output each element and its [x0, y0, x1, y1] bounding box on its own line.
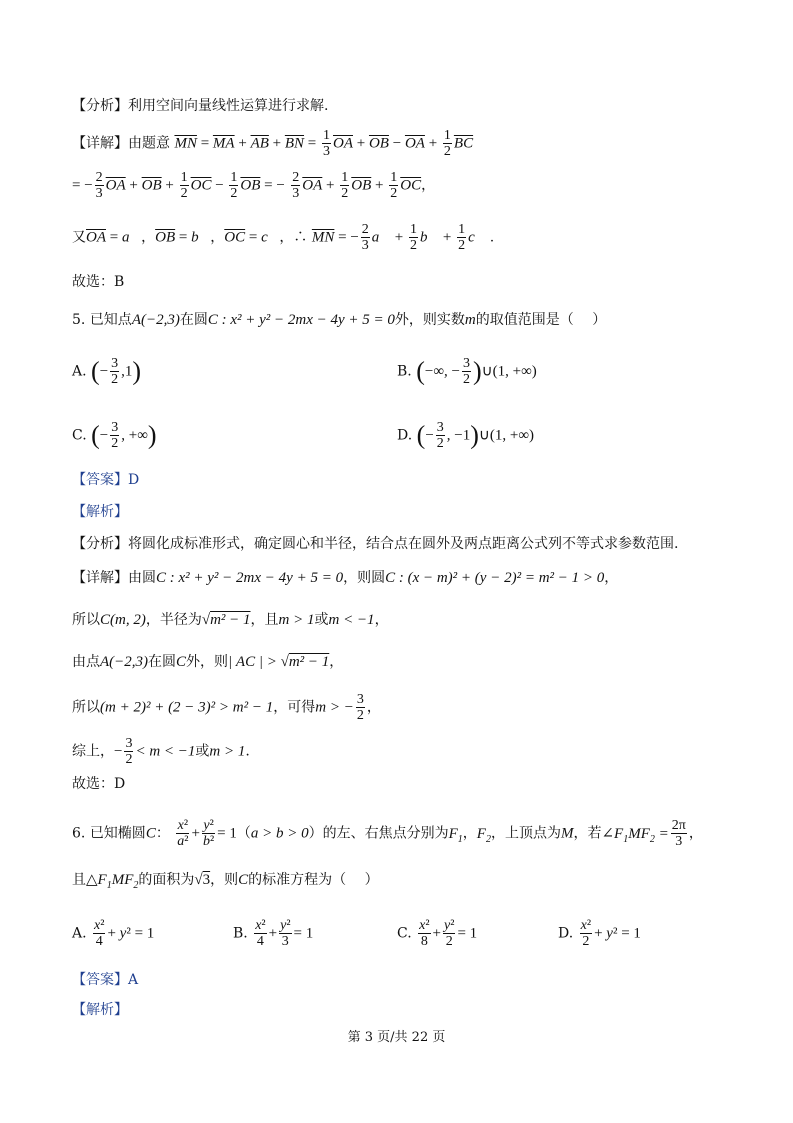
- option-5b: B. (−∞, − $\frac{3}{2}$ )∪(1, +∞): [397, 356, 537, 387]
- detail-5-line-4: 所以(m + 2)² + (2 − 3)² > m² − 1，可得m > − $\frac{3}{2}$ ，: [72, 692, 381, 723]
- detail-line-3: 又$\overline{OA}$ = a⃗，$\overline{OB}$ = b⃗，$\overline{OC}$ = c⃗，∴ $\overline{MN}$ = − $\frac{2}{3}$ a⃗ + $\frac{1}{2}$ b⃗ + $\frac{1}{2}$ c⃗ .: [72, 222, 494, 253]
- option-5a: A. (− $\frac{3}{2}$ ,1): [72, 356, 142, 387]
- page-footer: 第 3 页/共 22 页: [347, 1030, 446, 1045]
- detail-5-line-2: 所以C(m, 2)，半径为√m² − 1，且m > 1或m < −1，: [72, 612, 389, 628]
- detail-5-line-1: 【详解】由圆C : x² + y² − 2mx − 4y + 5 = 0，则圆C : (x − m)² + (y − 2)² = m² − 1 > 0，: [72, 570, 619, 586]
- question-6-stem-1: 6. 已知椭圆C： $\frac{\text{x²}}{\text{a²}}$ + $\frac{\text{y²}}{\text{b²}}$ = 1（a > b > 0）的左、右焦点分别为$F_1$，$F_2$，上顶点为M，若$\angle F_1MF_2$ = $\frac{2\pi}{3}$ ，: [72, 818, 703, 849]
- detail-5-line-5: 综上，− $\frac{3}{2}$ < m < −1或m > 1.: [72, 736, 250, 767]
- detail-line-1: 【详解】由题意 $\overline{MN} = \overline{MA} + \overline{AB} + \overline{BN}$ = $\frac{1}{3}$ $\overline{OA} + \overline{OB} - \overline{OA}$ + $\frac{1}{2}$ $\overline{BC}$: [72, 128, 474, 159]
- detail-line-2: = − $\frac{2}{3}$ $\overline{OA} + \overline{OB}$ + $\frac{1}{2}$ $\overline{OC}$ − $\frac{1}{2}$ $\overline{OB}$ = − $\frac{2}{3}$ $\overline{OA}$ + $\frac{1}{2}$ $\overline{OB}$ + $\frac{1}{2}$ $\overline{OC}$，: [72, 170, 436, 201]
- answer-6: 【答案】A: [72, 972, 139, 988]
- option-6a: A. $\frac{\text{x²}}{4}$ + y² = 1: [72, 918, 155, 949]
- analysis-line-1: 【分析】利用空间向量线性运算进行求解.: [72, 98, 329, 114]
- option-5d: D. (− $\frac{3}{2}$ , −1)∪(1, +∞): [397, 420, 535, 451]
- option-6c: C. $\frac{\text{x²}}{8}$ + $\frac{\text{y²}}{2}$ = 1: [397, 918, 478, 949]
- choice-line-1: 故选：B: [72, 274, 125, 290]
- option-6b: B. $\frac{\text{x²}}{4}$ + $\frac{\text{y²}}{3}$ = 1: [233, 918, 314, 949]
- choice-5: 故选：D: [72, 776, 126, 792]
- analysis-5: 【分析】将圆化成标准形式，确定圆心和半径，结合点在圆外及两点距离公式列不等式求参数范围.: [72, 536, 679, 552]
- option-6d: D. $\frac{\text{x²}}{2}$ + y² = 1: [558, 918, 641, 949]
- analysis-label-5: 【解析】: [72, 504, 128, 520]
- option-5c: C. (− $\frac{3}{2}$ , +∞): [72, 420, 157, 451]
- detail-5-line-3: 由点A(−2,3)在圆C外，则| AC | > √m² − 1，: [72, 654, 344, 670]
- answer-5: 【答案】D: [72, 472, 140, 488]
- question-5-stem: 5. 已知点A(−2,3)在圆C : x² + y² − 2mx − 4y + 5 = 0外，则实数m的取值范围是（ ）: [72, 312, 607, 328]
- analysis-label-6: 【解析】: [72, 1002, 128, 1018]
- question-6-stem-2: 且$\triangle F_1MF_2$的面积为√3，则C的标准方程为（ ）: [72, 872, 379, 891]
